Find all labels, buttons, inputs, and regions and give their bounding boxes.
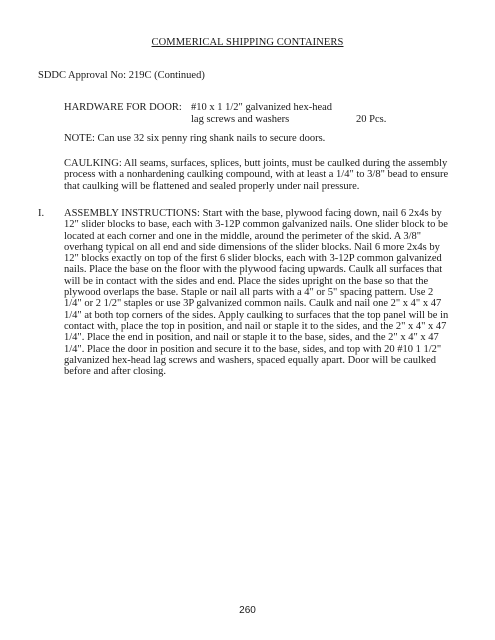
hardware-quantity: 20 Pcs. <box>356 113 387 125</box>
assembly-line: 12" slider blocks to base, each with 3-12P common galvanized nails. One slider block to be <box>64 219 448 231</box>
caulking-line: process with a nonhardening caulking compound, with at least a 1/4" to 3/8" bead to ensure <box>64 169 449 181</box>
page-title: COMMERICAL SHIPPING CONTAINERS <box>151 37 344 48</box>
assembly-line: before and after closing. <box>64 366 167 378</box>
assembly-line: contact with, place the top in position, and nail or staple it to the sides, and the 2" x 4" x 47 <box>64 320 447 332</box>
assembly-line: plywood overlaps the base. Staple or nail all parts with a 4" or 5" spacing pattern. Use 2 <box>64 287 434 299</box>
assembly-line: will be in contact with the sides and end. Place the sides upright on the base so that the <box>64 275 429 287</box>
assembly-line: 1/4" at both top corners of the sides. Apply caulking to surfaces that the top panel will be in <box>64 309 449 321</box>
assembly-line: located at each corner and one in the middle, around the perimeter of the skid. A 3/8" <box>64 230 422 242</box>
section-marker: I. <box>38 208 45 219</box>
assembly-line: galvanized hex-head lag screws and washers, spaced equally apart. Door will be caulked <box>64 354 437 366</box>
approval-number: SDDC Approval No: 219C (Continued) <box>38 70 205 81</box>
caulking-line: CAULKING: All seams, surfaces, splices, butt joints, must be caulked during the assembly <box>64 158 448 169</box>
caulking-paragraph <box>64 158 484 192</box>
hardware-description-line: lag screws and washers <box>191 113 290 125</box>
assembly-line: nails. Place the base on the floor with the plywood facing upwards. Caulk all surfaces that <box>64 264 443 276</box>
caulking-line: that caulking will be flattened and sealed properly under nail pressure. <box>64 180 360 192</box>
assembly-line: ASSEMBLY INSTRUCTIONS: Start with the base, plywood facing down, nail 6 2x4s by <box>64 208 442 219</box>
assembly-instructions <box>64 208 489 377</box>
assembly-line: overhang typical on all end and side dimensions of the slider blocks. Nail 6 more 2x4s by <box>64 241 440 253</box>
hardware-label: HARDWARE FOR DOOR: <box>64 102 182 113</box>
hardware-description <box>191 102 351 125</box>
note-text: NOTE: Can use 32 six penny ring shank nails to secure doors. <box>64 133 326 144</box>
assembly-line: 1/4". Place the end in position, and nail or staple it to the base, sides, and the 2" x 4" x 47 <box>64 332 439 344</box>
assembly-line: 12" blocks exactly on top of the first 6 slider blocks, each with 3-12P common galvanized <box>64 253 442 265</box>
page-number: 260 <box>239 605 256 616</box>
assembly-line: 1/4" or 2 1/2" staples or use 3P galvanized common nails. Caulk and nail one 2" x 4" x 47 <box>64 298 442 310</box>
assembly-line: 1/4". Place the door in position and secure it to the base, sides, and top with 20 #10 1 1/2" <box>64 343 442 355</box>
hardware-description-line: #10 x 1 1/2" galvanized hex-head <box>191 102 333 113</box>
